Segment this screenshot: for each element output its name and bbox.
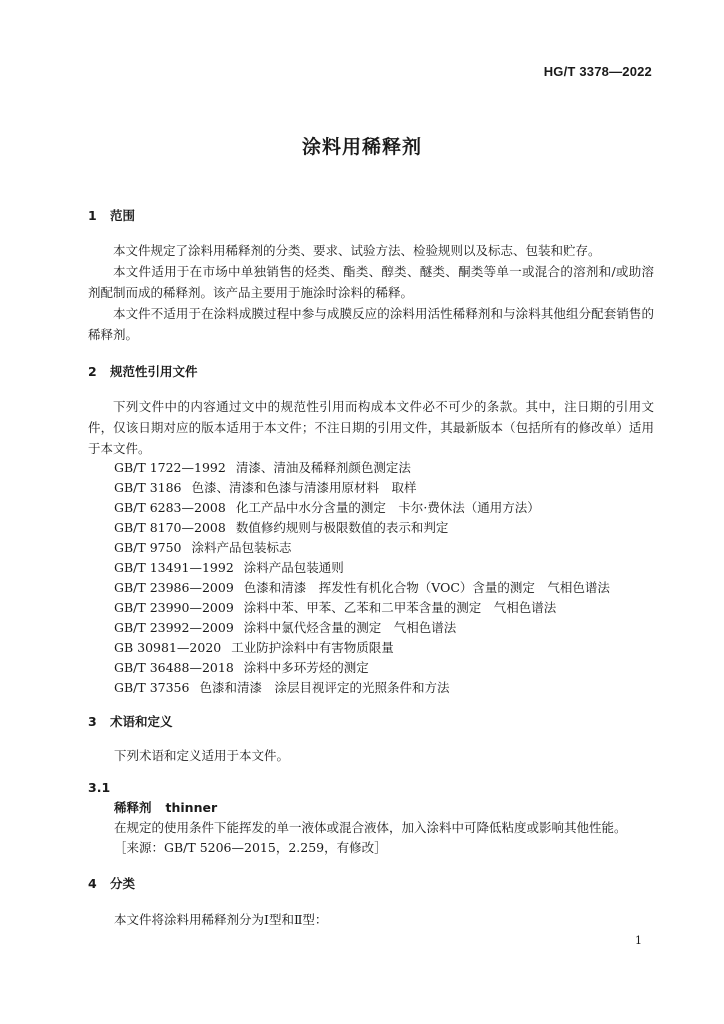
- reference-code: GB/T 37356: [114, 680, 190, 695]
- reference-title: 涂料中多环芳烃的测定: [243, 660, 369, 675]
- reference-item: [114, 598, 556, 618]
- reference-item: [114, 458, 411, 478]
- reference-item: [114, 558, 344, 578]
- reference-code: GB/T 1722—1992: [114, 460, 226, 475]
- reference-code: GB 30981—2020: [114, 640, 222, 655]
- section-4-intro: 本文件将涂料用稀释剂分为Ⅰ型和Ⅱ型：: [114, 912, 328, 927]
- reference-title: 涂料中苯、甲苯、乙苯和二甲苯含量的测定 气相色谱法: [243, 600, 557, 615]
- reference-code: GB/T 6283—2008: [114, 500, 226, 515]
- section-3-intro: 下列术语和定义适用于本文件。: [114, 748, 290, 763]
- section-1-paragraph-3: 本文件不适用于在涂料成膜过程中参与成膜反应的涂料用活性稀释剂和与涂料其他组分配套销售的稀释剂。: [88, 306, 654, 342]
- reference-item: [114, 478, 417, 498]
- term-name: [114, 798, 217, 816]
- term-name-en: thinner: [165, 800, 218, 815]
- reference-code: GB/T 13491—1992: [114, 560, 234, 575]
- reference-title: 数值修约规则与极限数值的表示和判定: [235, 520, 449, 535]
- reference-code: GB/T 3186: [114, 480, 182, 495]
- section-title: 分类: [110, 876, 136, 891]
- reference-item: [114, 578, 610, 598]
- reference-code: GB/T 23990—2009: [114, 600, 234, 615]
- reference-code: GB/T 9750: [114, 540, 182, 555]
- section-2-intro: 下列文件中的内容通过文中的规范性引用而构成本文件必不可少的条款。其中，注日期的引用文件，仅该日期对应的版本适用于本文件；不注日期的引用文件，其最新版本（包括所有的修改单）适用于本文件。: [88, 399, 654, 456]
- reference-item: [114, 638, 394, 658]
- section-1-heading: [88, 206, 135, 224]
- term-number: 3.1: [88, 780, 111, 795]
- reference-title: 色漆和清漆 挥发性有机化合物（VOC）含量的测定 气相色谱法: [243, 580, 610, 595]
- term-source: ［来源：GB/T 5206—2015，2.259，有修改］: [114, 840, 387, 855]
- reference-title: 清漆、清油及稀释剂颜色测定法: [235, 460, 411, 475]
- section-4-heading: [88, 874, 135, 892]
- section-title: 术语和定义: [110, 714, 173, 729]
- reference-code: GB/T 8170—2008: [114, 520, 226, 535]
- reference-title: 色漆、清漆和色漆与清漆用原材料 取样: [191, 480, 417, 495]
- section-number: 1: [88, 208, 97, 223]
- reference-title: 涂料产品包装通则: [243, 560, 344, 575]
- reference-item: [114, 498, 540, 518]
- section-number: 4: [88, 876, 97, 891]
- reference-item: [114, 678, 449, 698]
- reference-title: 涂料中氯代烃含量的测定 气相色谱法: [243, 620, 457, 635]
- section-number: 3: [88, 714, 97, 729]
- reference-item: [114, 618, 456, 638]
- reference-code: GB/T 23986—2009: [114, 580, 234, 595]
- section-1-paragraph-2: 本文件适用于在市场中单独销售的烃类、酯类、醇类、醚类、酮类等单一或混合的溶剂和/或助溶剂配制而成的稀释剂。该产品主要用于施涂时涂料的稀释。: [88, 264, 654, 300]
- section-title: 范围: [110, 208, 136, 223]
- document-title: 涂料用稀释剂: [301, 136, 422, 158]
- reference-title: 工业防护涂料中有害物质限量: [231, 640, 394, 655]
- section-title: 规范性引用文件: [110, 364, 198, 379]
- standard-code: HG/T 3378—2022: [543, 64, 652, 79]
- section-number: 2: [88, 364, 97, 379]
- section-3-heading: [88, 712, 173, 730]
- section-1-paragraph-1: 本文件规定了涂料用稀释剂的分类、要求、试验方法、检验规则以及标志、包装和贮存。: [113, 243, 601, 258]
- reference-item: [114, 518, 448, 538]
- reference-title: 化工产品中水分含量的测定 卡尔·费休法（通用方法）: [235, 500, 540, 515]
- reference-code: GB/T 36488—2018: [114, 660, 234, 675]
- term-name-cn: 稀释剂: [114, 800, 152, 815]
- reference-item: [114, 538, 292, 558]
- reference-title: 色漆和清漆 涂层目视评定的光照条件和方法: [199, 680, 450, 695]
- section-2-heading: [88, 362, 198, 380]
- reference-title: 涂料产品包装标志: [191, 540, 292, 555]
- reference-code: GB/T 23992—2009: [114, 620, 234, 635]
- term-definition: 在规定的使用条件下能挥发的单一液体或混合液体，加入涂料中可降低粘度或影响其他性能。: [114, 820, 627, 835]
- reference-item: [114, 658, 369, 678]
- page-number: 1: [635, 934, 642, 947]
